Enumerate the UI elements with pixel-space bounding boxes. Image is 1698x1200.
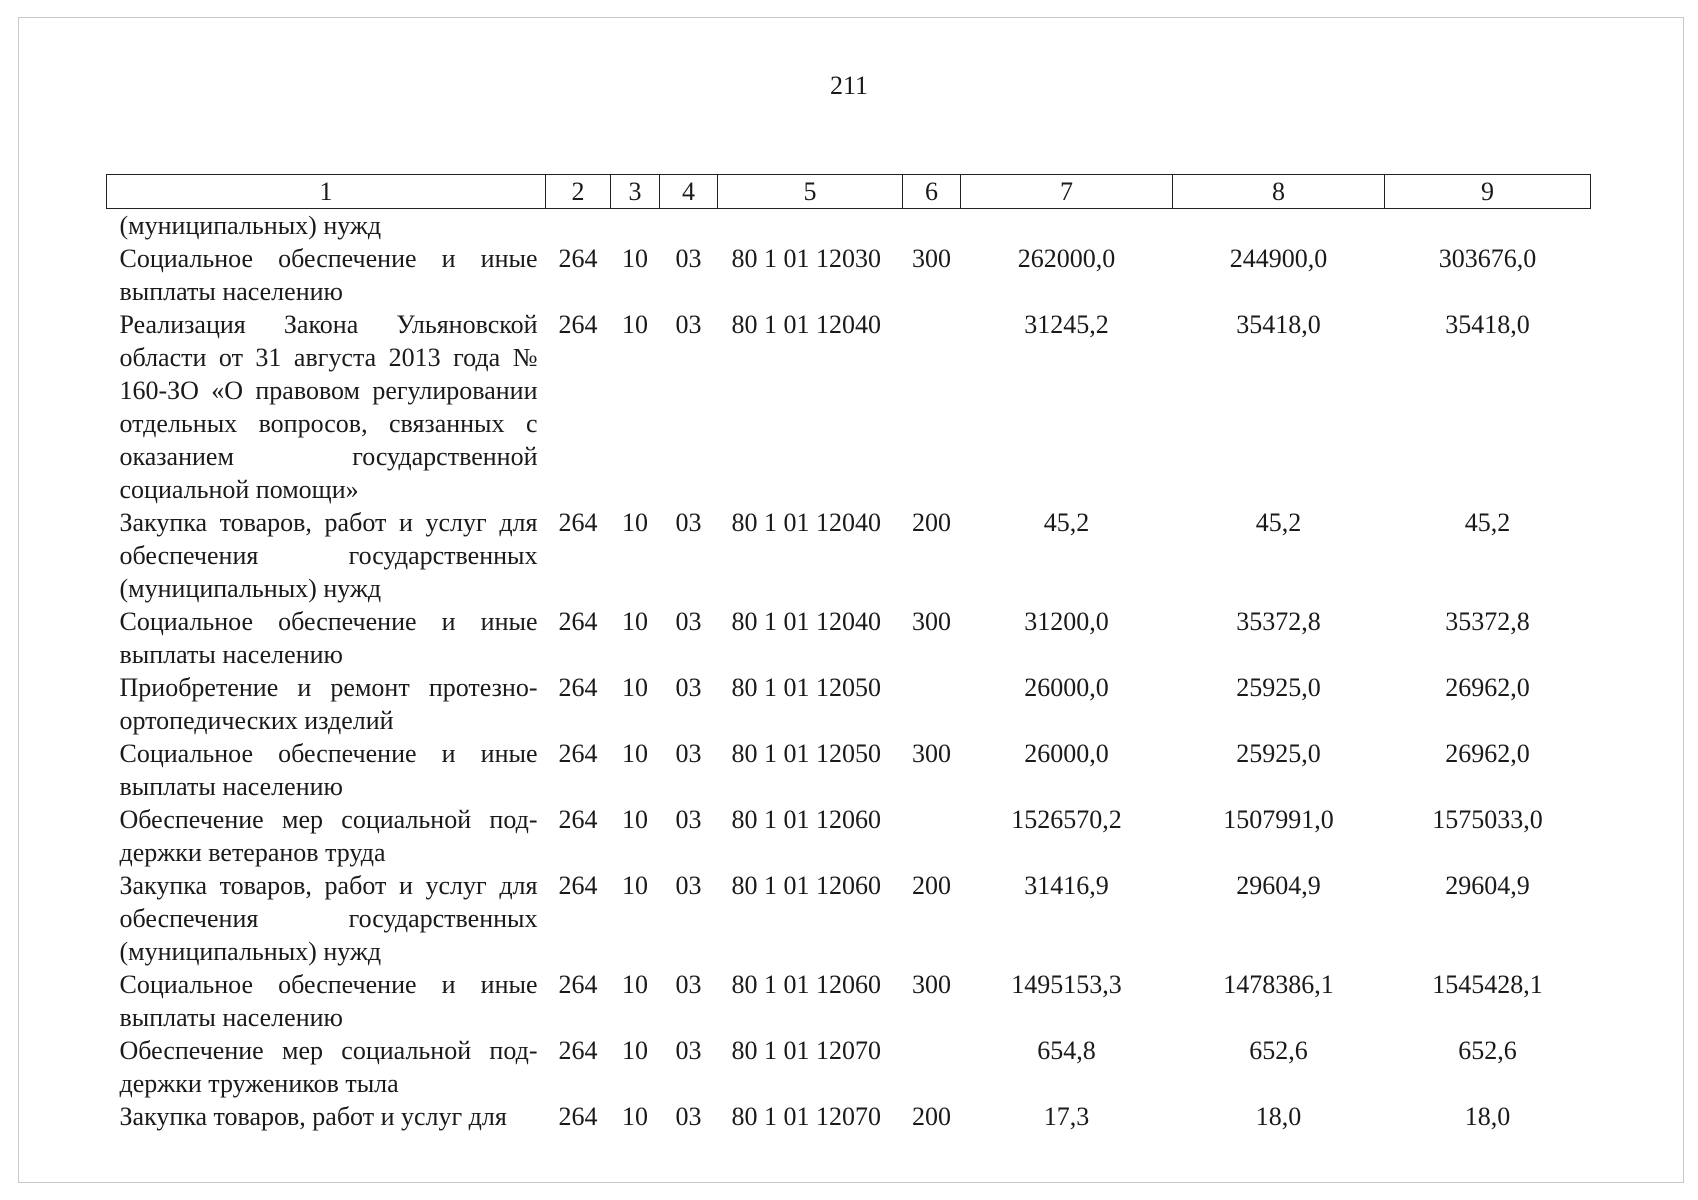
row-amount-col9: 35418,0 xyxy=(1445,310,1530,339)
row-target-code: 80 1 01 12040 xyxy=(731,508,881,537)
row-amount-col7: 26000,0 xyxy=(1024,739,1109,768)
column-header-3: 3 xyxy=(611,175,660,209)
row-section: 10 xyxy=(622,1102,648,1131)
row-target-code: 80 1 01 12060 xyxy=(731,871,881,900)
table-row xyxy=(107,308,1591,506)
row-amount-col9: 35372,8 xyxy=(1445,607,1530,636)
row-name: Обеспечение мер социальной поддержки тружеников тыла xyxy=(119,1036,538,1098)
row-amount-col9: 26962,0 xyxy=(1445,673,1530,702)
row-expense-type: 300 xyxy=(912,607,951,636)
row-ministry xyxy=(546,209,611,243)
row-amount-col9: 45,2 xyxy=(1464,508,1511,537)
row-amount-col7: 262000,0 xyxy=(1017,244,1116,273)
row-subsection: 03 xyxy=(675,805,702,834)
table-header-row xyxy=(107,175,1591,209)
row-section: 10 xyxy=(622,970,648,999)
row-subsection: 03 xyxy=(675,1036,702,1065)
column-header-4: 4 xyxy=(660,175,718,209)
row-target-code: 80 1 01 12050 xyxy=(731,673,881,702)
row-amount-col9: 26962,0 xyxy=(1445,739,1530,768)
column-header-2: 2 xyxy=(546,175,611,209)
row-amount-col8: 25925,0 xyxy=(1236,739,1321,768)
row-amount-col7: 31200,0 xyxy=(1024,607,1109,636)
row-name: Социальное обеспечение и иные выплаты населению xyxy=(119,244,538,306)
row-section: 10 xyxy=(622,508,648,537)
row-name: Закупка товаров, работ и услуг для обеспечения государственных (муниципальных) нужд xyxy=(119,871,538,966)
row-name: Социальное обеспечение и иные выплаты населению xyxy=(119,739,538,801)
table-row xyxy=(107,1034,1591,1100)
column-header-7: 7 xyxy=(961,175,1173,209)
row-amount-col9: 1545428,1 xyxy=(1432,970,1543,999)
row-section: 10 xyxy=(622,739,648,768)
row-ministry: 264 xyxy=(558,1102,598,1131)
row-name: (муниципальных) нужд xyxy=(119,211,382,240)
row-target-code: 80 1 01 12050 xyxy=(731,739,881,768)
row-target-code: 80 1 01 12070 xyxy=(731,1036,881,1065)
row-target-code: 80 1 01 12040 xyxy=(731,310,881,339)
row-name: Закупка товаров, работ и услуг для обеспечения государственных (муниципальных) нужд xyxy=(119,508,538,603)
page-number: 211 xyxy=(829,71,869,100)
row-amount-col7: 26000,0 xyxy=(1024,673,1109,702)
row-target-code: 80 1 01 12070 xyxy=(731,1102,881,1131)
budget-table xyxy=(106,174,1591,1133)
row-section: 10 xyxy=(622,244,648,273)
row-expense-type: 300 xyxy=(912,739,951,768)
row-name: Обеспечение мер социальной поддержки ветеранов труда xyxy=(119,805,538,867)
row-name: Реализация Закона Ульяновской области от 31 августа 2013 года № 160-ЗО «О правовом регулировании отдельных вопросов, связанных с оказанием государственной социальной помощи» xyxy=(119,310,538,504)
row-amount-col7 xyxy=(961,209,1173,243)
row-amount-col8 xyxy=(1173,209,1385,243)
column-header-6: 6 xyxy=(903,175,961,209)
row-subsection xyxy=(660,209,718,243)
row-amount-col8: 35372,8 xyxy=(1236,607,1321,636)
row-target-code: 80 1 01 12040 xyxy=(731,607,881,636)
row-target-code: 80 1 01 12030 xyxy=(731,244,881,273)
row-amount-col7: 654,8 xyxy=(1037,1036,1096,1065)
row-subsection: 03 xyxy=(675,607,702,636)
row-expense-type: 200 xyxy=(912,871,951,900)
table-row xyxy=(107,242,1591,308)
row-ministry: 264 xyxy=(558,739,598,768)
row-subsection: 03 xyxy=(675,1102,702,1131)
row-ministry: 264 xyxy=(558,607,598,636)
row-amount-col8: 244900,0 xyxy=(1229,244,1328,273)
row-ministry: 264 xyxy=(558,244,598,273)
row-expense-type xyxy=(903,671,961,737)
row-section: 10 xyxy=(622,1036,648,1065)
table-row xyxy=(107,1100,1591,1133)
row-expense-type: 200 xyxy=(912,1102,951,1131)
row-expense-type xyxy=(903,308,961,506)
row-amount-col9 xyxy=(1385,209,1591,243)
table-row xyxy=(107,869,1591,968)
row-amount-col7: 1526570,2 xyxy=(1011,805,1122,834)
table-row xyxy=(107,209,1591,243)
row-amount-col8: 652,6 xyxy=(1249,1036,1308,1065)
row-subsection: 03 xyxy=(675,508,702,537)
row-section: 10 xyxy=(622,310,648,339)
row-subsection: 03 xyxy=(675,739,702,768)
row-amount-col9: 652,6 xyxy=(1458,1036,1517,1065)
row-subsection: 03 xyxy=(675,970,702,999)
row-name: Социальное обеспечение и иные выплаты населению xyxy=(119,970,538,1032)
row-amount-col9: 303676,0 xyxy=(1438,244,1537,273)
row-expense-type xyxy=(903,209,961,243)
row-amount-col9: 1575033,0 xyxy=(1432,805,1543,834)
row-amount-col8: 29604,9 xyxy=(1236,871,1321,900)
row-ministry: 264 xyxy=(558,970,598,999)
row-name: Социальное обеспечение и иные выплаты населению xyxy=(119,607,538,669)
row-expense-type: 200 xyxy=(912,508,951,537)
row-section: 10 xyxy=(622,607,648,636)
row-subsection: 03 xyxy=(675,310,702,339)
column-header-1: 1 xyxy=(107,175,546,209)
table-row xyxy=(107,737,1591,803)
row-ministry: 264 xyxy=(558,310,598,339)
row-amount-col7: 1495153,3 xyxy=(1011,970,1122,999)
row-amount-col8: 35418,0 xyxy=(1236,310,1321,339)
table-row xyxy=(107,506,1591,605)
row-amount-col9: 29604,9 xyxy=(1445,871,1530,900)
row-ministry: 264 xyxy=(558,508,598,537)
row-ministry: 264 xyxy=(558,673,598,702)
row-amount-col8: 1478386,1 xyxy=(1223,970,1334,999)
row-amount-col7: 45,2 xyxy=(1043,508,1090,537)
row-expense-type: 300 xyxy=(912,244,951,273)
row-amount-col8: 25925,0 xyxy=(1236,673,1321,702)
row-section: 10 xyxy=(622,673,648,702)
row-target-code: 80 1 01 12060 xyxy=(731,805,881,834)
row-expense-type xyxy=(903,803,961,869)
row-subsection: 03 xyxy=(675,673,702,702)
column-header-5: 5 xyxy=(718,175,903,209)
row-ministry: 264 xyxy=(558,1036,598,1065)
table-row xyxy=(107,605,1591,671)
row-amount-col8: 45,2 xyxy=(1255,508,1302,537)
row-amount-col7: 31416,9 xyxy=(1024,871,1109,900)
row-section: 10 xyxy=(622,871,648,900)
row-amount-col9: 18,0 xyxy=(1464,1102,1511,1131)
row-ministry: 264 xyxy=(558,805,598,834)
row-name: Закупка товаров, работ и услуг для xyxy=(119,1102,507,1131)
row-amount-col8: 18,0 xyxy=(1255,1102,1302,1131)
row-expense-type xyxy=(903,1034,961,1100)
row-section xyxy=(611,209,660,243)
column-header-9: 9 xyxy=(1385,175,1591,209)
table-row xyxy=(107,671,1591,737)
row-section: 10 xyxy=(622,805,648,834)
table-row xyxy=(107,968,1591,1034)
row-target-code: 80 1 01 12060 xyxy=(731,970,881,999)
table-row xyxy=(107,803,1591,869)
row-subsection: 03 xyxy=(675,871,702,900)
row-ministry: 264 xyxy=(558,871,598,900)
row-name: Приобретение и ремонт протезноортопедических изделий xyxy=(119,673,538,735)
row-subsection: 03 xyxy=(675,244,702,273)
row-expense-type: 300 xyxy=(912,970,951,999)
row-amount-col8: 1507991,0 xyxy=(1223,805,1334,834)
row-amount-col7: 31245,2 xyxy=(1024,310,1109,339)
column-header-8: 8 xyxy=(1173,175,1385,209)
row-amount-col7: 17,3 xyxy=(1043,1102,1090,1131)
row-target-code xyxy=(718,209,903,243)
